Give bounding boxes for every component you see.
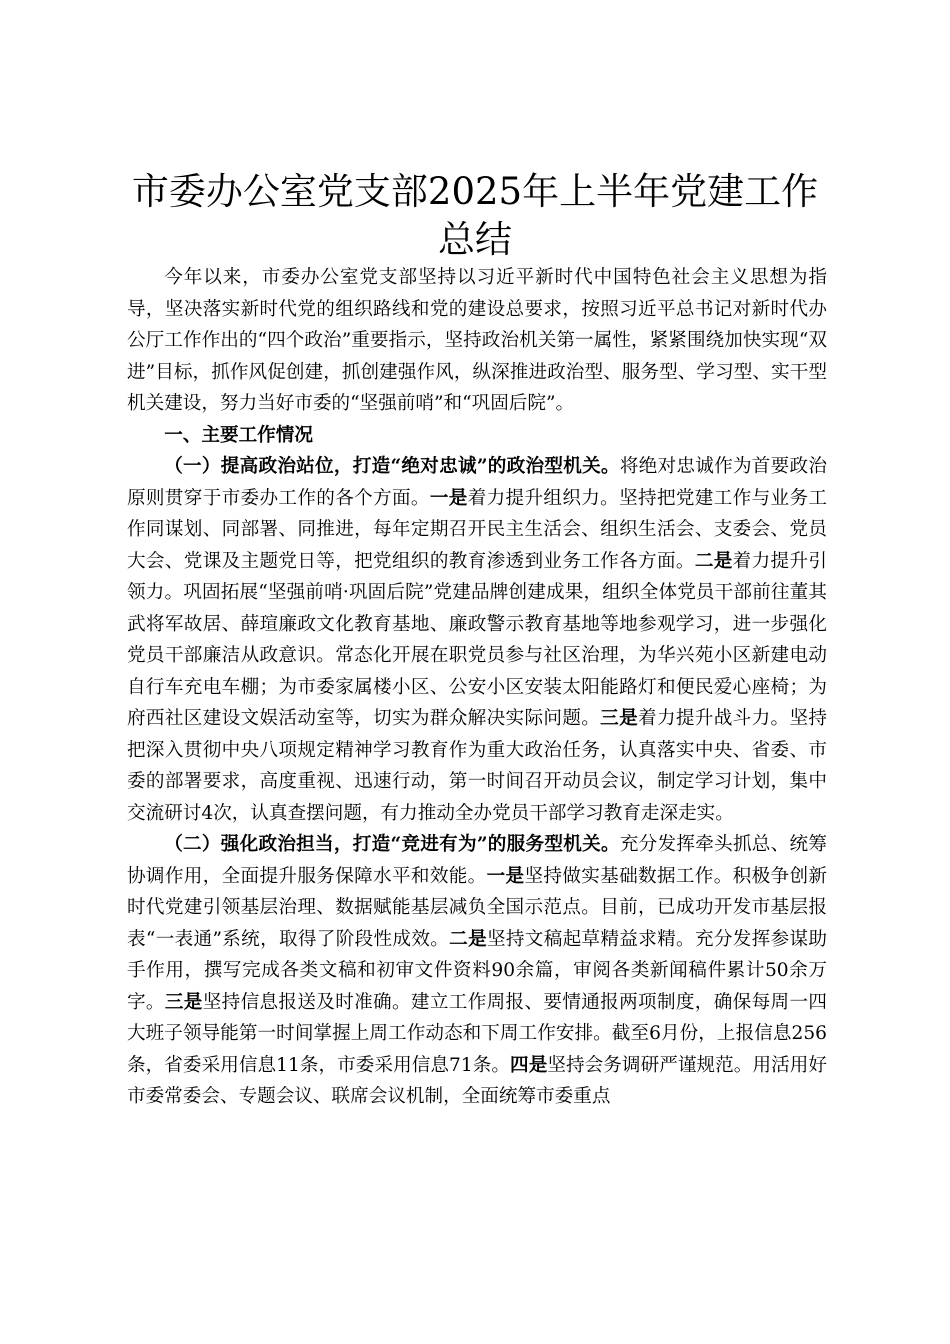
item-marker: 一是: [429, 487, 468, 509]
paragraph-service-organ: [127, 829, 827, 1113]
paragraph-text: 将绝对忠诚作为首要政治原则贯穿于市委办工作的各个方面。: [127, 456, 827, 509]
paragraph-text: 坚持会务调研严谨规范。用活用好市委常委会、专题会议、联席会议机制，全面统筹市委重点: [127, 1054, 827, 1107]
paragraph-text: 坚持做实基础数据工作。积极争创新时代党建引领基层治理、数据赋能基层减负全国示范点。目前，已成功开发市基层报表“一表通”系统，取得了阶段性成效。: [127, 865, 827, 950]
item-marker: 四是: [510, 1054, 548, 1076]
paragraph-text: 着力提升引领力。巩固拓展“坚强前哨·巩固后院”党建品牌创建成果，组织全体党员干部前往董其武将军故居、薛瑄廉政文化教育基地、廉政警示教育基地等地参观学习，进一步强化党员干部廉洁从政意识。常态化开展在职党员参与社区治理，为华兴苑小区新建电动自行车充电车棚；为市委家属楼小区、公安小区安装太阳能路灯和便民爱心座椅；为府西社区建设文娱活动室等，切实为群众解决实际问题。: [127, 550, 827, 729]
item-marker: 三是: [600, 708, 639, 729]
document-title: 市委办公室党支部2025年上半年党建工作总结: [131, 170, 819, 261]
paragraph-text: 着力提升战斗力。坚持把深入贯彻中央八项规定精神学习教育作为重大政治任务，认真落实中央、省委、市委的部署要求，高度重视、迅速行动，第一时间召开动员会议，制定学习计划，集中交流研讨4次，认真查摆问题，有力推动全办党员干部学习教育走深走实。: [127, 708, 827, 824]
paragraph-political-organ: [127, 451, 827, 829]
section-heading: 一、主要工作情况: [164, 424, 313, 446]
paragraph-text: 坚持文稿起草精益求精。充分发挥参谋助手作用，撰写完成各类文稿和初审文件资料90余篇，审阅各类新闻稿件累计50余万字。: [127, 928, 827, 1013]
paragraph-lead: （二）强化政治担当，打造“竞进有为”的服务型机关。: [164, 834, 620, 855]
paragraph-text: 坚持信息报送及时准确。建立工作周报、要情通报两项制度，确保每周一四大班子领导能第一时间掌握上周工作动态和下周工作安排。截至6月份，上报信息256条，省委采用信息11条，市委采用信息71条。: [127, 991, 827, 1076]
intro-paragraph: 今年以来，市委办公室党支部坚持以习近平新时代中国特色社会主义思想为指导，坚决落实新时代党的组织路线和党的建设总要求，按照习近平总书记对新时代办公厅工作作出的“四个政治”重要指示，坚持政治机关第一属性，紧紧围绕加快实现“双进”目标，抓作风促创建，抓创建强作风，纵深推进政治型、服务型、学习型、实干型机关建设，努力当好市委的“坚强前哨”和“巩固后院”。: [127, 267, 827, 414]
paragraph-lead: （一）提高政治站位，打造“绝对忠诚”的政治型机关。: [164, 456, 620, 477]
item-marker: 二是: [449, 928, 487, 950]
item-marker: 三是: [164, 991, 203, 1013]
item-marker: 二是: [694, 550, 733, 572]
paragraph-text: 充分发挥牵头抓总、统筹协调作用，全面提升服务保障水平和效能。: [127, 834, 827, 887]
paragraph-text: 着力提升组织力。坚持把党建工作与业务工作同谋划、同部署、同推进，每年定期召开民主生活会、组织生活会、支委会、党员大会、党课及主题党日等，把党组织的教育渗透到业务工作各方面。: [127, 487, 827, 572]
item-marker: 一是: [486, 865, 525, 887]
document-body: [127, 262, 827, 1113]
